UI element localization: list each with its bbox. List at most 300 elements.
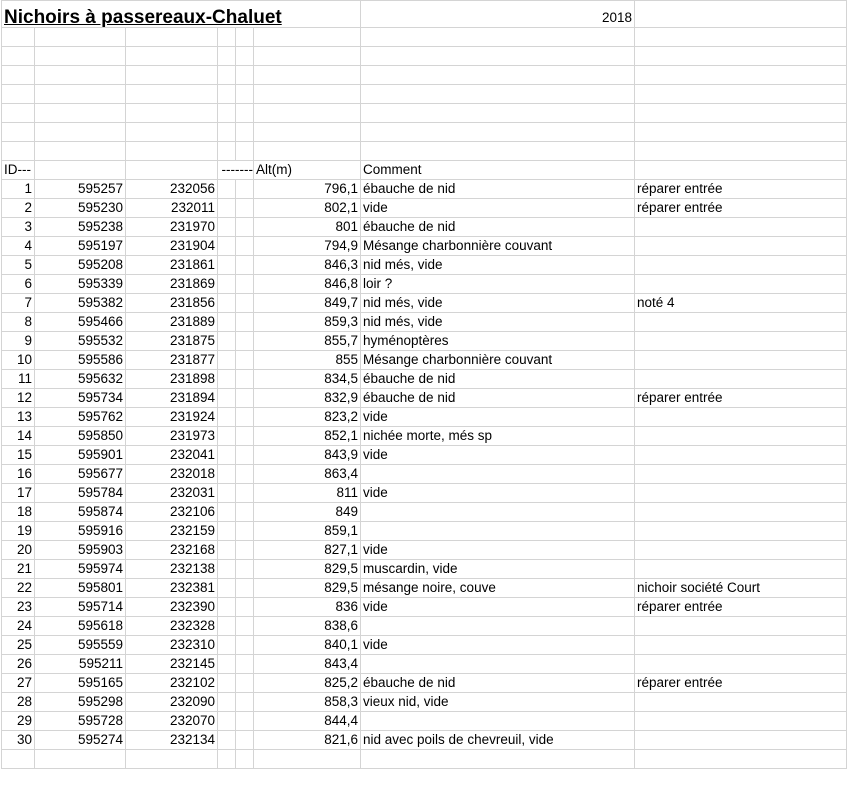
cell-id[interactable]: 8 (2, 313, 35, 332)
cell-x-coordinate[interactable]: 595916 (35, 522, 126, 541)
cell-comment[interactable]: ébauche de nid (361, 218, 635, 237)
cell-note[interactable]: nichoir société Court (635, 579, 847, 598)
empty-cell[interactable] (35, 123, 126, 142)
empty-cell[interactable] (236, 484, 254, 503)
empty-cell[interactable] (236, 142, 254, 161)
empty-cell[interactable] (236, 28, 254, 47)
empty-cell[interactable] (218, 294, 236, 313)
empty-cell[interactable] (361, 47, 635, 66)
cell-note[interactable] (635, 484, 847, 503)
cell-id[interactable]: 3 (2, 218, 35, 237)
cell-comment[interactable]: vide (361, 598, 635, 617)
empty-cell[interactable] (236, 731, 254, 750)
empty-cell[interactable] (218, 218, 236, 237)
cell-note[interactable] (635, 560, 847, 579)
empty-cell[interactable] (126, 161, 218, 180)
empty-cell[interactable] (218, 693, 236, 712)
cell-note[interactable] (635, 522, 847, 541)
cell-note[interactable] (635, 712, 847, 731)
cell-x-coordinate[interactable]: 595339 (35, 275, 126, 294)
empty-cell[interactable] (236, 237, 254, 256)
cell-note[interactable] (635, 370, 847, 389)
cell-comment[interactable]: ébauche de nid (361, 674, 635, 693)
cell-y-coordinate[interactable]: 231889 (126, 313, 218, 332)
cell-x-coordinate[interactable]: 595903 (35, 541, 126, 560)
cell-altitude[interactable]: 843,4 (254, 655, 361, 674)
cell-altitude[interactable]: 844,4 (254, 712, 361, 731)
cell-x-coordinate[interactable]: 595532 (35, 332, 126, 351)
empty-cell[interactable] (218, 237, 236, 256)
cell-y-coordinate[interactable]: 232056 (126, 180, 218, 199)
empty-cell[interactable] (635, 85, 847, 104)
empty-cell[interactable] (2, 750, 35, 769)
cell-altitude[interactable]: 801 (254, 218, 361, 237)
cell-x-coordinate[interactable]: 595734 (35, 389, 126, 408)
cell-altitude[interactable]: 859,1 (254, 522, 361, 541)
cell-y-coordinate[interactable]: 232018 (126, 465, 218, 484)
cell-note[interactable]: réparer entrée (635, 598, 847, 617)
cell-altitude[interactable]: 811 (254, 484, 361, 503)
cell-altitude[interactable]: 838,6 (254, 617, 361, 636)
empty-cell[interactable] (35, 104, 126, 123)
empty-cell[interactable] (218, 427, 236, 446)
cell-altitude[interactable]: 855 (254, 351, 361, 370)
cell-x-coordinate[interactable]: 595559 (35, 636, 126, 655)
cell-id[interactable]: 6 (2, 275, 35, 294)
cell-comment[interactable]: vide (361, 199, 635, 218)
cell-y-coordinate[interactable]: 231861 (126, 256, 218, 275)
cell-y-coordinate[interactable]: 231869 (126, 275, 218, 294)
empty-cell[interactable] (218, 85, 236, 104)
empty-cell[interactable] (218, 389, 236, 408)
cell-y-coordinate[interactable]: 232145 (126, 655, 218, 674)
header-dashes[interactable]: ------- (218, 161, 254, 180)
cell-note[interactable] (635, 218, 847, 237)
empty-cell[interactable] (236, 47, 254, 66)
empty-cell[interactable] (126, 85, 218, 104)
empty-cell[interactable] (236, 218, 254, 237)
empty-cell[interactable] (236, 655, 254, 674)
cell-id[interactable]: 23 (2, 598, 35, 617)
cell-note[interactable] (635, 446, 847, 465)
cell-note[interactable]: réparer entrée (635, 389, 847, 408)
cell-id[interactable]: 30 (2, 731, 35, 750)
cell-note[interactable] (635, 503, 847, 522)
empty-cell[interactable] (236, 294, 254, 313)
cell-id[interactable]: 21 (2, 560, 35, 579)
cell-comment[interactable]: vieux nid, vide (361, 693, 635, 712)
empty-cell[interactable] (254, 750, 361, 769)
cell-comment[interactable]: ébauche de nid (361, 389, 635, 408)
empty-cell[interactable] (126, 66, 218, 85)
cell-comment[interactable] (361, 522, 635, 541)
empty-cell[interactable] (218, 408, 236, 427)
cell-y-coordinate[interactable]: 232381 (126, 579, 218, 598)
cell-x-coordinate[interactable]: 595677 (35, 465, 126, 484)
empty-cell[interactable] (218, 617, 236, 636)
empty-cell[interactable] (218, 104, 236, 123)
cell-note[interactable] (635, 351, 847, 370)
cell-comment[interactable] (361, 503, 635, 522)
cell-altitude[interactable]: 863,4 (254, 465, 361, 484)
empty-cell[interactable] (236, 503, 254, 522)
empty-cell[interactable] (2, 104, 35, 123)
cell-x-coordinate[interactable]: 595382 (35, 294, 126, 313)
cell-id[interactable]: 22 (2, 579, 35, 598)
cell-comment[interactable]: vide (361, 636, 635, 655)
cell-comment[interactable]: nid més, vide (361, 294, 635, 313)
cell-id[interactable]: 5 (2, 256, 35, 275)
empty-cell[interactable] (218, 579, 236, 598)
cell-comment[interactable] (361, 712, 635, 731)
cell-x-coordinate[interactable]: 595714 (35, 598, 126, 617)
empty-cell[interactable] (635, 161, 847, 180)
empty-cell[interactable] (254, 85, 361, 104)
empty-cell[interactable] (236, 674, 254, 693)
cell-altitude[interactable]: 859,3 (254, 313, 361, 332)
empty-cell[interactable] (361, 750, 635, 769)
cell-y-coordinate[interactable]: 232070 (126, 712, 218, 731)
empty-cell[interactable] (218, 28, 236, 47)
empty-cell[interactable] (236, 712, 254, 731)
cell-id[interactable]: 17 (2, 484, 35, 503)
empty-cell[interactable] (218, 47, 236, 66)
empty-cell[interactable] (218, 180, 236, 199)
empty-cell[interactable] (236, 617, 254, 636)
cell-id[interactable]: 26 (2, 655, 35, 674)
cell-x-coordinate[interactable]: 595874 (35, 503, 126, 522)
empty-cell[interactable] (2, 66, 35, 85)
cell-y-coordinate[interactable]: 232328 (126, 617, 218, 636)
empty-cell[interactable] (218, 351, 236, 370)
empty-cell[interactable] (236, 313, 254, 332)
empty-cell[interactable] (236, 408, 254, 427)
cell-comment[interactable]: nid més, vide (361, 313, 635, 332)
empty-cell[interactable] (361, 85, 635, 104)
empty-cell[interactable] (35, 750, 126, 769)
cell-id[interactable]: 11 (2, 370, 35, 389)
empty-cell[interactable] (236, 579, 254, 598)
cell-note[interactable]: noté 4 (635, 294, 847, 313)
cell-altitude[interactable]: 794,9 (254, 237, 361, 256)
empty-cell[interactable] (218, 142, 236, 161)
cell-comment[interactable]: vide (361, 541, 635, 560)
empty-cell[interactable] (126, 47, 218, 66)
cell-note[interactable]: réparer entrée (635, 180, 847, 199)
cell-id[interactable]: 28 (2, 693, 35, 712)
empty-cell[interactable] (218, 370, 236, 389)
empty-cell[interactable] (236, 332, 254, 351)
empty-cell[interactable] (2, 47, 35, 66)
empty-cell[interactable] (218, 484, 236, 503)
cell-altitude[interactable]: 846,8 (254, 275, 361, 294)
empty-cell[interactable] (218, 598, 236, 617)
cell-id[interactable]: 13 (2, 408, 35, 427)
cell-altitude[interactable]: 825,2 (254, 674, 361, 693)
empty-cell[interactable] (218, 66, 236, 85)
cell-id[interactable]: 4 (2, 237, 35, 256)
empty-cell[interactable] (236, 541, 254, 560)
cell-id[interactable]: 9 (2, 332, 35, 351)
empty-cell[interactable] (236, 446, 254, 465)
empty-cell[interactable] (2, 85, 35, 104)
cell-y-coordinate[interactable]: 231894 (126, 389, 218, 408)
empty-cell[interactable] (236, 560, 254, 579)
cell-id[interactable]: 7 (2, 294, 35, 313)
cell-note[interactable] (635, 256, 847, 275)
cell-y-coordinate[interactable]: 232138 (126, 560, 218, 579)
cell-altitude[interactable]: 829,5 (254, 560, 361, 579)
cell-id[interactable]: 29 (2, 712, 35, 731)
empty-cell[interactable] (218, 275, 236, 294)
empty-cell[interactable] (218, 636, 236, 655)
cell-altitude[interactable]: 849,7 (254, 294, 361, 313)
cell-x-coordinate[interactable]: 595618 (35, 617, 126, 636)
cell-comment[interactable]: Mésange charbonnière couvant (361, 351, 635, 370)
cell-altitude[interactable]: 858,3 (254, 693, 361, 712)
empty-cell[interactable] (218, 332, 236, 351)
cell-id[interactable]: 10 (2, 351, 35, 370)
cell-altitude[interactable]: 843,9 (254, 446, 361, 465)
cell-x-coordinate[interactable]: 595211 (35, 655, 126, 674)
empty-cell[interactable] (218, 313, 236, 332)
cell-altitude[interactable]: 849 (254, 503, 361, 522)
cell-y-coordinate[interactable]: 232390 (126, 598, 218, 617)
cell-altitude[interactable]: 834,5 (254, 370, 361, 389)
empty-cell[interactable] (218, 446, 236, 465)
cell-x-coordinate[interactable]: 595274 (35, 731, 126, 750)
empty-cell[interactable] (218, 674, 236, 693)
cell-x-coordinate[interactable]: 595165 (35, 674, 126, 693)
cell-id[interactable]: 2 (2, 199, 35, 218)
cell-y-coordinate[interactable]: 231904 (126, 237, 218, 256)
empty-cell[interactable] (218, 256, 236, 275)
cell-altitude[interactable]: 827,1 (254, 541, 361, 560)
empty-cell[interactable] (35, 47, 126, 66)
cell-comment[interactable]: ébauche de nid (361, 180, 635, 199)
empty-cell[interactable] (126, 123, 218, 142)
empty-cell[interactable] (218, 731, 236, 750)
empty-cell[interactable] (236, 66, 254, 85)
empty-cell[interactable] (236, 351, 254, 370)
cell-y-coordinate[interactable]: 232106 (126, 503, 218, 522)
empty-cell[interactable] (254, 66, 361, 85)
cell-x-coordinate[interactable]: 595850 (35, 427, 126, 446)
empty-cell[interactable] (635, 28, 847, 47)
cell-y-coordinate[interactable]: 232168 (126, 541, 218, 560)
cell-comment[interactable]: vide (361, 446, 635, 465)
empty-cell[interactable] (126, 750, 218, 769)
cell-id[interactable]: 19 (2, 522, 35, 541)
empty-cell[interactable] (635, 66, 847, 85)
cell-y-coordinate[interactable]: 232090 (126, 693, 218, 712)
empty-cell[interactable] (236, 199, 254, 218)
empty-cell[interactable] (635, 142, 847, 161)
cell-id[interactable]: 20 (2, 541, 35, 560)
empty-cell[interactable] (361, 28, 635, 47)
empty-cell[interactable] (236, 636, 254, 655)
cell-id[interactable]: 18 (2, 503, 35, 522)
cell-id[interactable]: 25 (2, 636, 35, 655)
cell-comment[interactable]: loir ? (361, 275, 635, 294)
empty-cell[interactable] (218, 750, 236, 769)
cell-note[interactable]: réparer entrée (635, 199, 847, 218)
cell-altitude[interactable]: 802,1 (254, 199, 361, 218)
cell-altitude[interactable]: 832,9 (254, 389, 361, 408)
cell-altitude[interactable]: 846,3 (254, 256, 361, 275)
empty-cell[interactable] (361, 66, 635, 85)
cell-y-coordinate[interactable]: 232134 (126, 731, 218, 750)
cell-note[interactable] (635, 636, 847, 655)
empty-cell[interactable] (126, 142, 218, 161)
empty-cell[interactable] (635, 1, 847, 28)
cell-note[interactable] (635, 427, 847, 446)
empty-cell[interactable] (236, 465, 254, 484)
empty-cell[interactable] (635, 750, 847, 769)
cell-y-coordinate[interactable]: 232011 (126, 199, 218, 218)
cell-altitude[interactable]: 796,1 (254, 180, 361, 199)
empty-cell[interactable] (218, 123, 236, 142)
cell-comment[interactable]: ébauche de nid (361, 370, 635, 389)
empty-cell[interactable] (254, 28, 361, 47)
empty-cell[interactable] (236, 275, 254, 294)
cell-comment[interactable]: hyménoptères (361, 332, 635, 351)
empty-cell[interactable] (218, 712, 236, 731)
cell-note[interactable] (635, 237, 847, 256)
cell-note[interactable] (635, 332, 847, 351)
cell-id[interactable]: 1 (2, 180, 35, 199)
cell-y-coordinate[interactable]: 232159 (126, 522, 218, 541)
year-cell[interactable]: 2018 (361, 1, 635, 28)
cell-y-coordinate[interactable]: 231924 (126, 408, 218, 427)
empty-cell[interactable] (126, 28, 218, 47)
cell-note[interactable]: réparer entrée (635, 674, 847, 693)
cell-comment[interactable] (361, 655, 635, 674)
cell-y-coordinate[interactable]: 232041 (126, 446, 218, 465)
cell-note[interactable] (635, 408, 847, 427)
cell-altitude[interactable]: 836 (254, 598, 361, 617)
cell-x-coordinate[interactable]: 595762 (35, 408, 126, 427)
empty-cell[interactable] (35, 28, 126, 47)
empty-cell[interactable] (236, 85, 254, 104)
empty-cell[interactable] (2, 28, 35, 47)
cell-altitude[interactable]: 852,1 (254, 427, 361, 446)
empty-cell[interactable] (236, 750, 254, 769)
cell-comment[interactable]: Mésange charbonnière couvant (361, 237, 635, 256)
empty-cell[interactable] (254, 104, 361, 123)
empty-cell[interactable] (236, 104, 254, 123)
empty-cell[interactable] (236, 389, 254, 408)
cell-x-coordinate[interactable]: 595974 (35, 560, 126, 579)
empty-cell[interactable] (218, 199, 236, 218)
cell-comment[interactable]: mésange noire, couve (361, 579, 635, 598)
cell-y-coordinate[interactable]: 231856 (126, 294, 218, 313)
empty-cell[interactable] (254, 123, 361, 142)
cell-note[interactable] (635, 655, 847, 674)
empty-cell[interactable] (218, 522, 236, 541)
cell-id[interactable]: 16 (2, 465, 35, 484)
cell-note[interactable] (635, 465, 847, 484)
cell-x-coordinate[interactable]: 595257 (35, 180, 126, 199)
cell-y-coordinate[interactable]: 232310 (126, 636, 218, 655)
cell-y-coordinate[interactable]: 232102 (126, 674, 218, 693)
empty-cell[interactable] (218, 560, 236, 579)
empty-cell[interactable] (35, 161, 126, 180)
cell-comment[interactable]: nichée morte, més sp (361, 427, 635, 446)
empty-cell[interactable] (635, 47, 847, 66)
empty-cell[interactable] (126, 104, 218, 123)
cell-comment[interactable] (361, 617, 635, 636)
empty-cell[interactable] (361, 142, 635, 161)
sheet-title[interactable]: Nichoirs à passereaux-Chaluet (2, 1, 361, 28)
header-id[interactable]: ID--- (2, 161, 35, 180)
cell-comment[interactable]: nid avec poils de chevreuil, vide (361, 731, 635, 750)
empty-cell[interactable] (236, 180, 254, 199)
cell-x-coordinate[interactable]: 595586 (35, 351, 126, 370)
cell-altitude[interactable]: 823,2 (254, 408, 361, 427)
empty-cell[interactable] (635, 123, 847, 142)
empty-cell[interactable] (218, 465, 236, 484)
cell-id[interactable]: 27 (2, 674, 35, 693)
cell-note[interactable] (635, 541, 847, 560)
empty-cell[interactable] (361, 104, 635, 123)
cell-id[interactable]: 15 (2, 446, 35, 465)
cell-x-coordinate[interactable]: 595298 (35, 693, 126, 712)
cell-note[interactable] (635, 275, 847, 294)
cell-x-coordinate[interactable]: 595728 (35, 712, 126, 731)
empty-cell[interactable] (254, 142, 361, 161)
cell-x-coordinate[interactable]: 595901 (35, 446, 126, 465)
cell-altitude[interactable]: 855,7 (254, 332, 361, 351)
cell-id[interactable]: 12 (2, 389, 35, 408)
empty-cell[interactable] (635, 104, 847, 123)
cell-note[interactable] (635, 313, 847, 332)
cell-x-coordinate[interactable]: 595784 (35, 484, 126, 503)
cell-altitude[interactable]: 821,6 (254, 731, 361, 750)
cell-altitude[interactable]: 840,1 (254, 636, 361, 655)
empty-cell[interactable] (236, 598, 254, 617)
cell-id[interactable]: 24 (2, 617, 35, 636)
empty-cell[interactable] (254, 47, 361, 66)
empty-cell[interactable] (361, 123, 635, 142)
cell-x-coordinate[interactable]: 595230 (35, 199, 126, 218)
empty-cell[interactable] (35, 142, 126, 161)
cell-note[interactable] (635, 731, 847, 750)
cell-x-coordinate[interactable]: 595466 (35, 313, 126, 332)
empty-cell[interactable] (236, 427, 254, 446)
cell-y-coordinate[interactable]: 231898 (126, 370, 218, 389)
cell-x-coordinate[interactable]: 595197 (35, 237, 126, 256)
empty-cell[interactable] (218, 503, 236, 522)
cell-id[interactable]: 14 (2, 427, 35, 446)
empty-cell[interactable] (236, 256, 254, 275)
cell-y-coordinate[interactable]: 231973 (126, 427, 218, 446)
cell-note[interactable] (635, 617, 847, 636)
cell-x-coordinate[interactable]: 595632 (35, 370, 126, 389)
empty-cell[interactable] (35, 85, 126, 104)
cell-y-coordinate[interactable]: 231877 (126, 351, 218, 370)
empty-cell[interactable] (35, 66, 126, 85)
cell-comment[interactable] (361, 465, 635, 484)
empty-cell[interactable] (236, 522, 254, 541)
cell-x-coordinate[interactable]: 595801 (35, 579, 126, 598)
header-comment[interactable]: Comment (361, 161, 635, 180)
empty-cell[interactable] (236, 370, 254, 389)
empty-cell[interactable] (236, 693, 254, 712)
cell-comment[interactable]: vide (361, 484, 635, 503)
cell-y-coordinate[interactable]: 231875 (126, 332, 218, 351)
cell-comment[interactable]: vide (361, 408, 635, 427)
